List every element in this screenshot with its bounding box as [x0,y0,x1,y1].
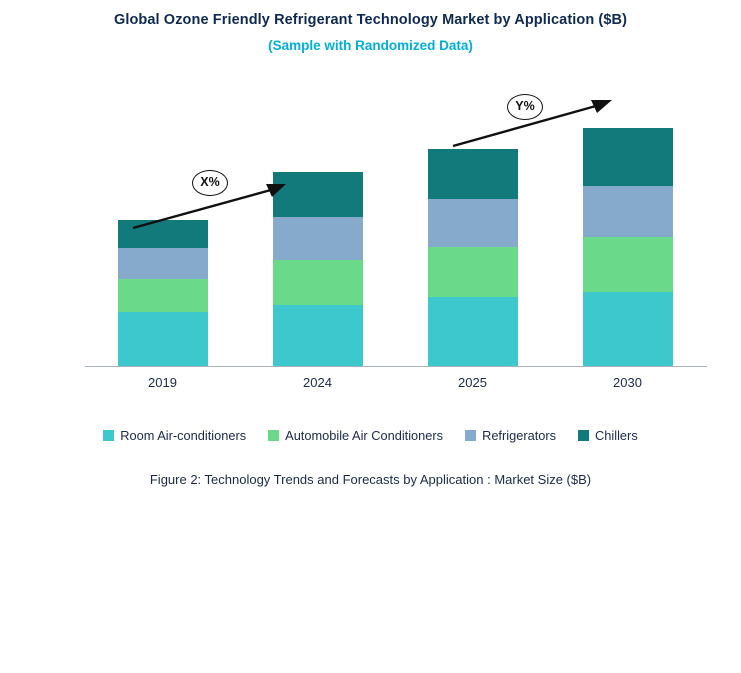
growth-label-y: Y% [507,94,543,120]
legend-label: Refrigerators [482,428,557,443]
legend-swatch-icon [465,430,476,441]
legend-label: Automobile Air Conditioners [285,428,444,443]
legend-swatch-icon [578,430,589,441]
bar-segment-automobile-air-conditioners [428,247,518,297]
bar-segment-refrigerators [583,186,673,237]
bar-segment-room-air-conditioners [118,312,208,366]
bar-segment-room-air-conditioners [583,292,673,366]
x-tick-label: 2030 [613,375,642,390]
legend-item-refrigerators[interactable] [465,428,556,443]
page-title: Global Ozone Friendly Refrigerant Technology Market by Application ($B) [113,12,628,28]
title-block [0,10,741,56]
legend-item-chillers[interactable] [578,428,638,443]
legend-swatch-icon [268,430,279,441]
bar-segment-automobile-air-conditioners [118,279,208,312]
x-tick-label: 2024 [303,375,332,390]
bar-segment-automobile-air-conditioners [273,260,363,305]
x-axis-line [85,366,707,367]
legend-label: Room Air-conditioners [120,428,247,443]
growth-label-x: X% [192,170,228,196]
chart-legend [0,428,741,443]
legend-label: Chillers [595,428,638,443]
bar-segment-refrigerators [118,248,208,279]
bar-segment-refrigerators [428,199,518,247]
legend-item-automobile-air-conditioners[interactable] [268,428,443,443]
chart-subtitle: (Sample with Randomized Data) [268,38,473,53]
bar-segment-room-air-conditioners [428,297,518,366]
legend-swatch-icon [103,430,114,441]
x-tick-label: 2025 [458,375,487,390]
legend-item-room-air-conditioners[interactable] [103,428,246,443]
x-tick-label: 2019 [148,375,177,390]
bar-segment-room-air-conditioners [273,305,363,366]
figure-caption: Figure 2: Technology Trends and Forecasts by Application : Market Size ($B) [149,472,592,487]
bar-segment-automobile-air-conditioners [583,237,673,292]
x-axis-labels [85,375,705,397]
